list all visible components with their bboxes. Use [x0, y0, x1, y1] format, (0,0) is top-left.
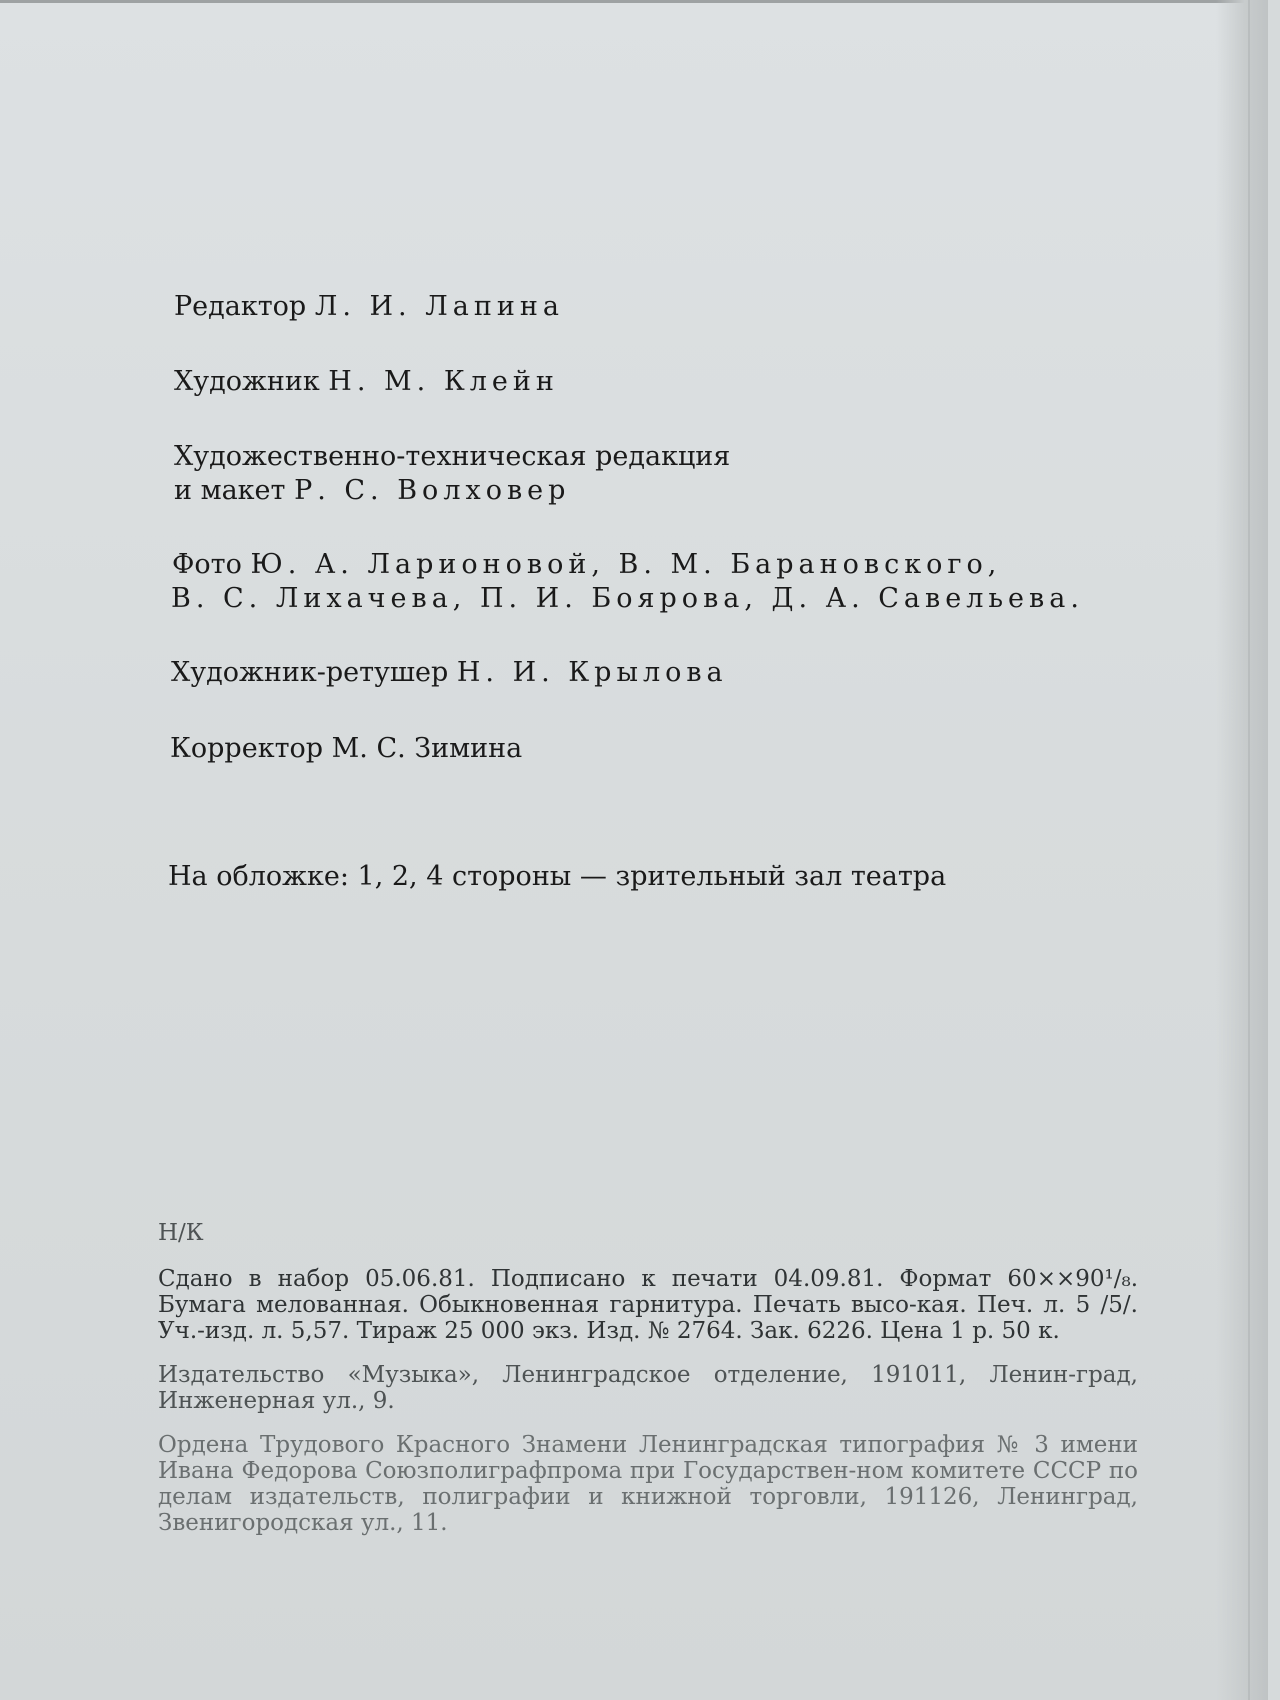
- art-tech-name: Р. С. Волховер: [294, 475, 571, 506]
- credit-corrector: [170, 732, 522, 766]
- editor-role: Редактор: [174, 291, 307, 322]
- photo-names-line2: В. С. Лихачева, П. И. Боярова, Д. А. Савельева.: [171, 583, 1084, 614]
- credit-photo-line2: [171, 582, 1084, 616]
- credit-retoucher: [171, 656, 728, 690]
- photo-names-line1: Ю. А. Ларионовой, В. М. Барановского,: [250, 549, 1002, 580]
- page-binding-fold: [1248, 0, 1250, 1700]
- credit-artist: [174, 365, 559, 399]
- editor-name: Л. И. Лапина: [314, 291, 564, 322]
- publisher-info: Издательство «Музыка», Ленинградское отделение, 191011, Ленин-​град, Инженерная ул., 9.: [158, 1362, 1138, 1414]
- credit-editor: [174, 290, 564, 324]
- page-top-edge: [0, 0, 1268, 3]
- corrector-line: Корректор М. С. Зимина: [170, 733, 523, 764]
- art-tech-prefix: и макет: [174, 475, 286, 506]
- retoucher-role: Художник-ретушер: [171, 657, 449, 688]
- credit-art-tech-line2: [174, 474, 570, 508]
- print-details: Сдано в набор 05.06.81. Подписано к печати 04.09.81. Формат 60×​×90¹/₈. Бумага мелованная. Обыкновенная гарнитура. Печать высо-​кая. Печ. л. 5 /5/. Уч.-изд. л. 5,57. Тираж 25 000 экз. Изд. № 2764. Зак. 6226. Цена 1 р. 50 к.: [158, 1266, 1138, 1344]
- cover-note: На обложке: 1, 2, 4 стороны — зрительный зал театра: [168, 861, 947, 892]
- printer-info: Ордена Трудового Красного Знамени Ленинградская типография № 3 имени Ивана Федорова Союзполиграфпрома при Государствен-​ном комитете СССР по делам издательств, полиграфии и книжной торговли, 191126, Ленинград, Звенигородская ул., 11.: [158, 1432, 1138, 1536]
- credit-photo-line1: [172, 548, 1001, 582]
- retoucher-name: Н. И. Крылова: [456, 657, 728, 688]
- imprint-block: [158, 1220, 1138, 1554]
- art-tech-role: Художественно-техническая редакция: [174, 441, 731, 472]
- credit-art-tech-line1: [174, 440, 730, 474]
- artist-name: Н. М. Клейн: [328, 366, 559, 397]
- imprint-code: Н/К: [158, 1220, 204, 1246]
- artist-role: Художник: [174, 366, 320, 397]
- page-right-shadow: [1216, 0, 1268, 1700]
- photo-role: Фото: [172, 549, 242, 580]
